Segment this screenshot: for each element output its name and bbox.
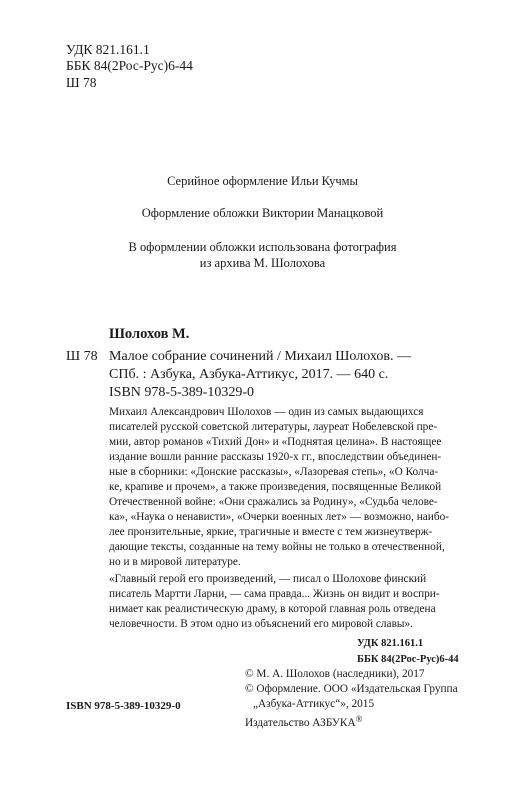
record-isbn: ISBN 978-5-389-10329-0 [109,385,255,400]
publisher-name: Издательство АЗБУКА [245,717,356,729]
annotation-line: человечности. В этом одно из объяснений его мировой славы». [109,618,413,630]
annotation-line: нимает как реалистическую драму, в которой главная роль отведена [109,603,436,615]
cover-design-credit: Оформление обложки Виктории Манацковой [141,206,384,220]
photo-credit-line-1: В оформлении обложки использована фотография [128,240,397,254]
record-author: Шолохов М. [109,326,190,342]
copyright-line-2: © Оформление. ООО «Издательская Группа [245,683,458,695]
annotation-line: ка», «Наука о ненависти», «Очерки военных лет» — возможно, наибо- [109,511,449,523]
annotation-line: дающие тексты, созданные на тему войны не только в отечественной, [109,541,445,553]
author-mark: Ш 78 [66,75,97,90]
bbk-code: ББК 84(2Рос-Рус)6-44 [66,58,193,73]
annotation-line: мии, автор романов «Тихий Дон» и «Поднятая целина». В настоящее [109,436,442,448]
series-design-credit: Серийное оформление Ильи Кучмы [167,174,358,188]
annotation-line: лее пронзительные, яркие, трагичные и вместе с тем жизнеутверж- [109,526,433,538]
annotation-line: писатель Мартти Ларни, — сама правда... Жизнь он видит и воспри- [109,588,440,600]
copyright-line-4 [245,712,362,730]
annotation-line: издание вошли ранние рассказы 1920-х гг., впоследствии объединен- [109,451,442,463]
registered-mark: ® [355,714,363,724]
annotation-line: «Главный герой его произведений, — писал о Шолохове финский [109,573,427,585]
annotation-line: но и в мировой литературе. [109,556,241,568]
footer-udk: УДК 821.161.1 [357,638,424,649]
footer-bbk: ББК 84(2Рос-Рус)6-44 [357,654,459,665]
annotation-line: Отечественной войне: «Они сражались за Родину», «Судьба челове- [109,496,438,508]
copyright-line-3: „Азбука-Аттикус“», 2015 [253,698,375,710]
annotation-line: писателей русской советской литературы, лауреат Нобелевской пре- [109,421,438,433]
photo-credit-line-2: из архива М. Шолохова [199,256,326,270]
record-author-mark: Ш 78 [66,349,98,364]
udk-code: УДК 821.161.1 [66,42,150,57]
annotation-line: ные в сборники: «Донские рассказы», «Лазоревая степь», «О Колча- [109,466,439,478]
annotation-line: ке, крапиве и прочем», а также произведения, посвященные Великой [109,481,442,493]
record-title-line-2: СПб. : Азбука, Азбука-Аттикус, 2017. — 640 с. [109,367,389,382]
annotation-line: Михаил Александрович Шолохов — один из самых выдающихся [109,406,424,418]
isbn-bottom: ISBN 978-5-389-10329-0 [66,700,181,712]
record-title-line-1: Малое собрание сочинений / Михаил Шолохов. — [109,349,411,364]
copyright-line-1: © М. А. Шолохов (наследники), 2017 [245,668,425,680]
